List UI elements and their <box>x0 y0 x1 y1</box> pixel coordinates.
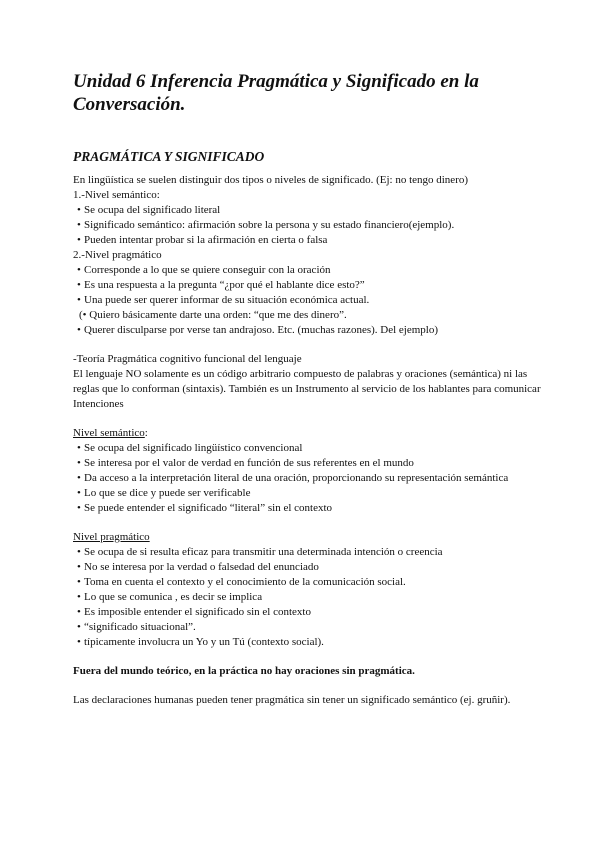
list-item: • Se ocupa del significado lingüístico convencional <box>77 442 303 454</box>
level1-heading: 1.-Nivel semántico: <box>73 189 160 201</box>
list-item: • Se interesa por el valor de verdad en función de sus referentes en el mundo <box>77 457 414 469</box>
bullet-icon: • <box>77 264 81 276</box>
list-item: • Pueden intentar probar si la afirmación en cierta o falsa <box>77 234 328 246</box>
list-item: • Una puede ser querer informar de su situación económica actual. <box>77 294 370 306</box>
list-item: • Se puede entender el significado “literal” sin el contexto <box>77 502 333 514</box>
list-item: • Querer disculparse por verse tan andrajoso. Etc. (muchas razones). Del ejemplo) <box>77 324 438 336</box>
list-item: • Toma en cuenta el contexto y el conocimiento de la comunicación social. <box>77 576 406 588</box>
pragmatic-list <box>73 545 543 650</box>
semantic-heading-colon: : <box>144 427 148 439</box>
bullet-icon: • <box>77 591 81 603</box>
theory-paragraph: El lenguaje NO solamente es un código arbitrario compuesto de palabras y oraciones (semántica) ni las reglas que lo conforman (sintaxis). También es un Instrumento al servicio de los hablantes para comunicar Intenciones <box>73 368 541 410</box>
list-item: • típicamente involucra un Yo y un Tú (contexto social). <box>77 636 324 648</box>
bullet-icon: • <box>77 502 81 514</box>
list-item: • Da acceso a la interpretación literal de una oración, proporcionando su representación semántica <box>77 472 509 484</box>
bullet-icon: • <box>77 636 81 648</box>
list-item: • “significado situacional”. <box>77 621 196 633</box>
bullet-icon: • <box>77 204 81 216</box>
list-item: • Corresponde a lo que se quiere conseguir con la oración <box>77 264 331 276</box>
level2-heading: 2.-Nivel pragmático <box>73 249 162 261</box>
bullet-icon: • <box>77 324 81 336</box>
bullet-icon: • <box>77 294 81 306</box>
bullet-icon: • <box>77 546 81 558</box>
list-item: • Es una respuesta a la pregunta “¿por qué el hablante dice esto?” <box>77 279 365 291</box>
level2-list <box>73 263 543 338</box>
spacer <box>73 338 543 352</box>
bullet-icon: • <box>77 279 81 291</box>
pragmatic-heading-text: Nivel pragmático <box>73 531 150 543</box>
list-item: (• Quiero básicamente darte una orden: “que me des dinero”. <box>79 309 347 321</box>
semantic-list <box>73 441 543 516</box>
intro-paragraph: En lingüística se suelen distinguir dos tipos o niveles de significado. (Ej: no tengo dinero) <box>73 174 469 186</box>
spacer <box>73 516 543 530</box>
bullet-icon: • <box>77 606 81 618</box>
list-item: • Se ocupa de si resulta eficaz para transmitir una determinada intención o creencia <box>77 546 443 558</box>
list-item: • Es imposible entender el significado sin el contexto <box>77 606 311 618</box>
bullet-icon: • <box>77 561 81 573</box>
bullet-icon: • <box>77 487 81 499</box>
document-page <box>73 70 543 708</box>
list-item: • No se interesa por la verdad o falsedad del enunciado <box>77 561 319 573</box>
list-item: • Significado semántico: afirmación sobre la persona y su estado financiero(ejemplo). <box>77 219 455 231</box>
spacer <box>73 412 543 426</box>
pragmatic-heading <box>73 530 543 545</box>
semantic-heading-text: Nivel semántico <box>73 427 145 439</box>
bullet-icon: • <box>77 234 81 246</box>
document-title: Unidad 6 Inferencia Pragmática y Significado en la Conversación. <box>73 71 479 115</box>
bold-statement: Fuera del mundo teórico, en la práctica no hay oraciones sin pragmática. <box>73 665 415 677</box>
bullet-icon: • <box>77 442 81 454</box>
closing-paragraph: Las declaraciones humanas pueden tener pragmática sin tener un significado semántico (ej. gruñir). <box>73 694 511 706</box>
semantic-heading <box>73 426 543 441</box>
spacer <box>73 650 543 664</box>
list-item: • Se ocupa del significado literal <box>77 204 221 216</box>
level1-list <box>73 203 543 248</box>
list-item: • Lo que se comunica , es decir se implica <box>77 591 263 603</box>
section-heading: PRAGMÁTICA Y SIGNIFICADO <box>73 149 265 164</box>
theory-heading: -Teoría Pragmática cognitivo funcional del lenguaje <box>73 353 302 365</box>
bullet-icon: • <box>77 621 81 633</box>
list-item: • Lo que se dice y puede ser verificable <box>77 487 251 499</box>
spacer <box>73 679 543 693</box>
bullet-icon: • <box>77 457 81 469</box>
bullet-icon: • <box>77 219 81 231</box>
bullet-icon: • <box>77 472 81 484</box>
bullet-icon: • <box>77 576 81 588</box>
